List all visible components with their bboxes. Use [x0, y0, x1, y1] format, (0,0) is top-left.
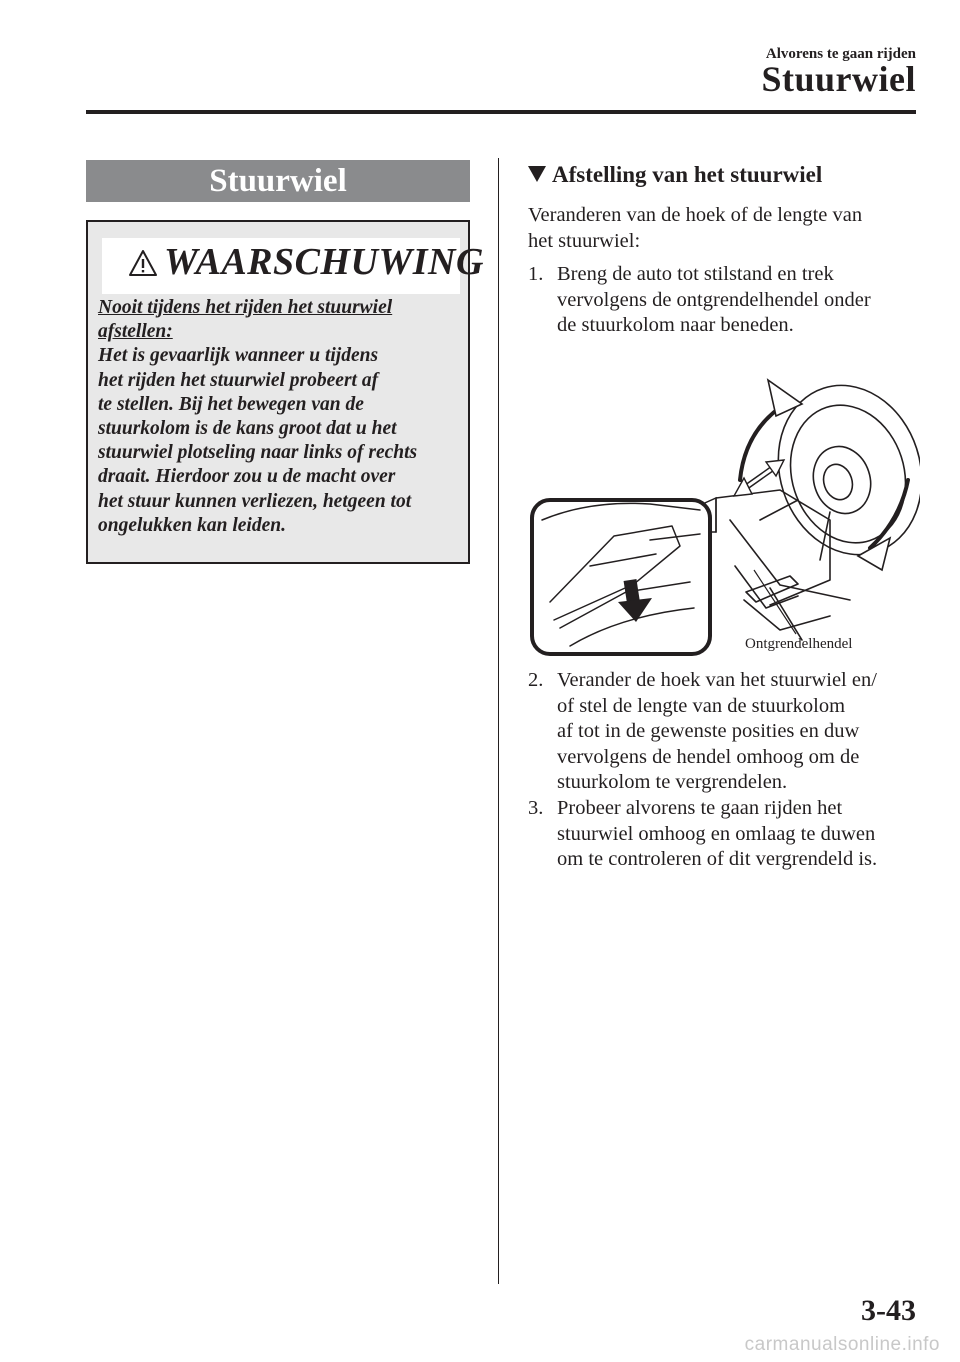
page-number: 3-43: [861, 1294, 916, 1327]
warning-line: te stellen. Bij het bewegen van de: [98, 393, 364, 415]
triangle-bullet-icon: [528, 166, 546, 182]
watermark: carmanualsonline.info: [744, 1334, 940, 1355]
warning-line: ongelukken kan leiden.: [98, 514, 286, 536]
step-line: stuurwiel omhoog en omlaag te duwen: [557, 822, 876, 845]
warning-heading-line: afstellen:: [98, 321, 173, 343]
warning-line: het stuur kunnen verliezen, hetgeen tot: [98, 490, 412, 512]
warning-header: [102, 238, 484, 294]
step-line: Breng de auto tot stilstand en trek: [557, 263, 834, 285]
column-divider: [498, 158, 499, 1284]
subsection-heading: [528, 162, 822, 188]
chapter-label: Alvorens te gaan rijden: [765, 46, 916, 62]
header-rule: [86, 110, 916, 114]
warning-line: draait. Hierdoor zou u de macht over: [98, 466, 396, 488]
step-line: Probeer alvorens te gaan rijden het: [557, 797, 843, 819]
figure-label: Ontgrendelhendel: [745, 636, 853, 652]
warning-line: Het is gevaarlijk wanneer u tijdens: [98, 345, 379, 367]
step-number: 2.: [528, 669, 544, 691]
warning-label: WAARSCHUWING: [164, 241, 484, 283]
step-line: de stuurkolom naar beneden.: [557, 314, 794, 337]
step-number: 1.: [528, 263, 544, 285]
warning-line: stuurwiel plotseling naar links of rechts: [98, 442, 418, 464]
step-3: [528, 796, 920, 874]
warning-box: [86, 220, 484, 564]
warning-heading-line: Nooit tijdens het rijden het stuurwiel: [98, 297, 393, 318]
warning-triangle-icon: [128, 248, 158, 278]
intro-paragraph: [528, 203, 908, 254]
warning-line: stuurkolom is de kans groot dat u het: [98, 418, 397, 440]
intro-line: Veranderen van de hoek of de lengte van: [528, 204, 863, 226]
warning-text: [98, 296, 466, 538]
intro-line: het stuurwiel:: [528, 229, 641, 252]
page-title: Stuurwiel: [761, 59, 916, 99]
step-line: vervolgens de ontgrendelhendel onder: [557, 288, 871, 311]
step-number: 3.: [528, 797, 544, 819]
warning-line: het rijden het stuurwiel probeert af: [98, 369, 379, 391]
step-1: [528, 262, 920, 340]
subsection-heading-text: Afstelling van het stuurwiel: [552, 162, 823, 187]
step-line: om te controleren of dit vergrendeld is.: [557, 848, 878, 871]
section-title: Stuurwiel: [86, 160, 470, 202]
step-line: Verander de hoek van het stuurwiel en/: [557, 669, 877, 691]
step-line: stuurkolom te vergrendelen.: [557, 771, 788, 794]
step-2: [528, 668, 920, 798]
steering-column-illustration: [530, 370, 920, 660]
step-line: vervolgens de hendel omhoog om de: [557, 745, 860, 768]
step-line: of stel de lengte van de stuurkolom: [557, 694, 846, 717]
step-line: af tot in de gewenste posities en duw: [557, 720, 860, 743]
